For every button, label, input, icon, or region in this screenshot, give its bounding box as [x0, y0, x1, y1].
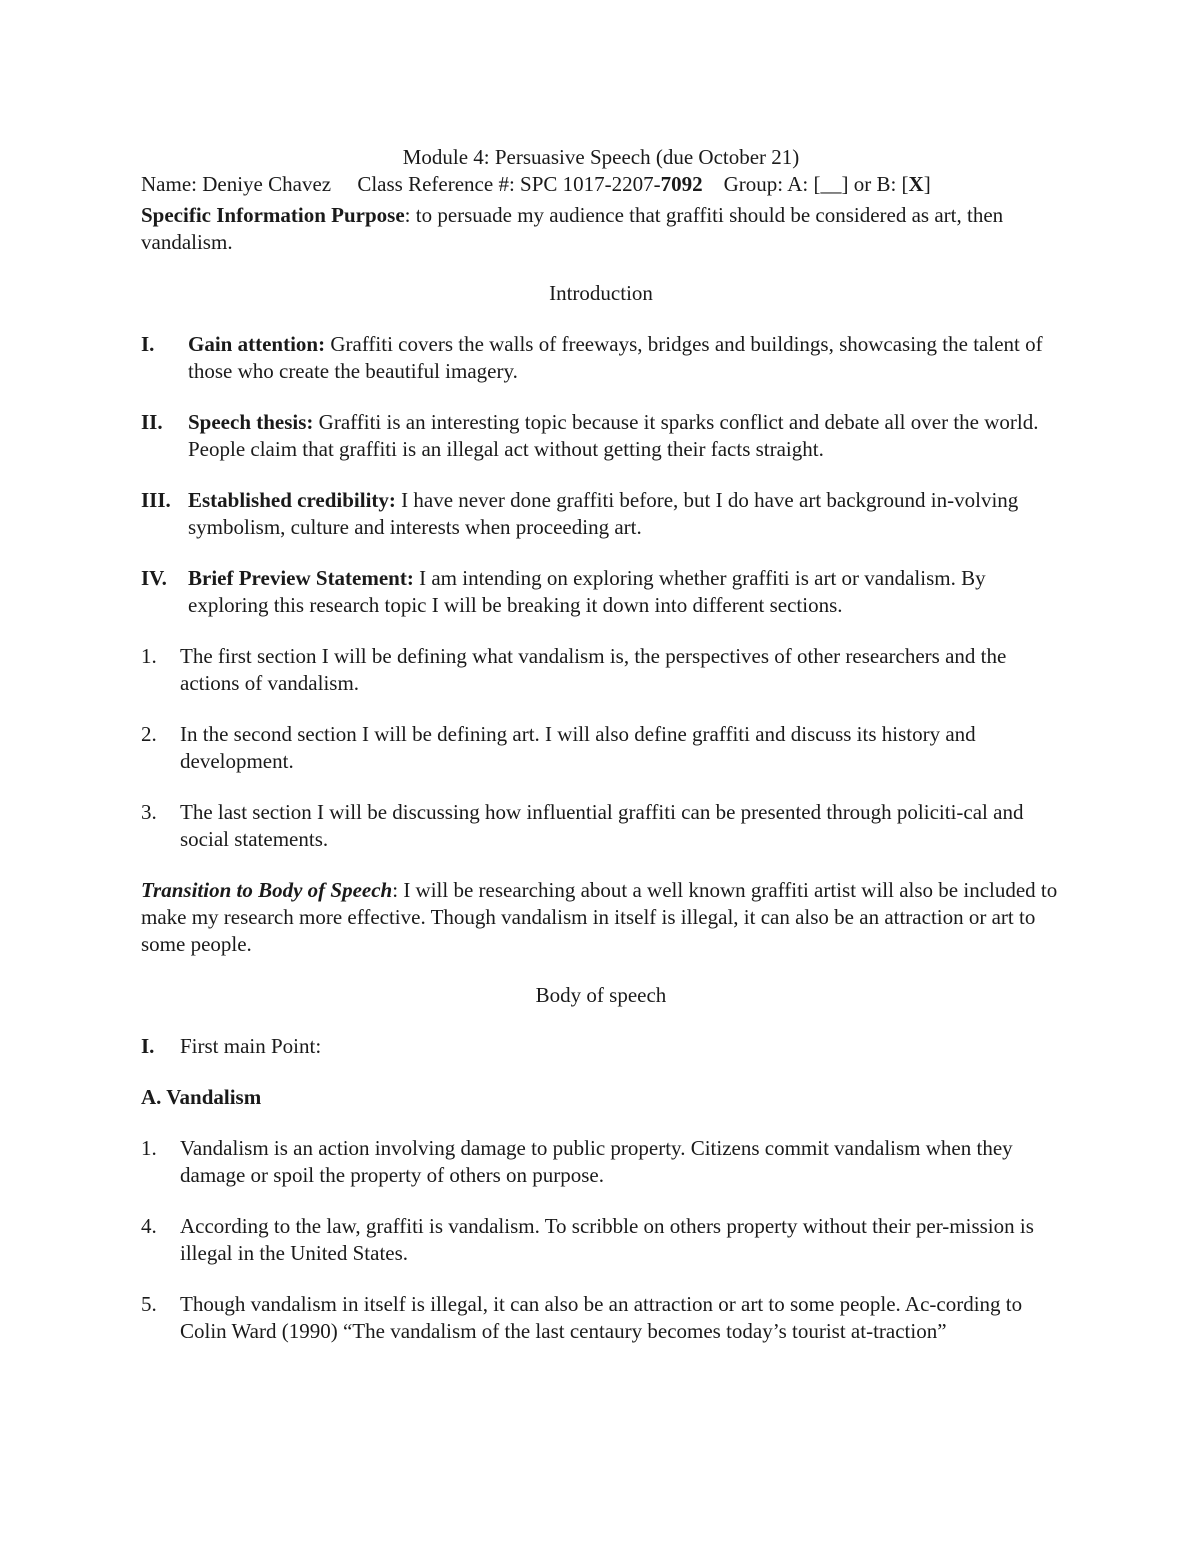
- main-point-number: I.: [141, 1034, 155, 1058]
- intro-item-number: III.: [141, 488, 171, 512]
- introduction-list: [141, 331, 1061, 619]
- list-item-number: 4.: [141, 1214, 157, 1238]
- main-point-text: First main Point:: [180, 1034, 322, 1058]
- list-item: [141, 799, 1061, 853]
- intro-item-credibility: [141, 487, 1061, 541]
- list-item-text: Though vandalism in itself is illegal, it can also be an attraction or art to some people. Ac-cording to Colin Ward (1990) “The vandalism of the last centaury becomes today’s tourist at-traction”: [180, 1292, 1023, 1343]
- introduction-heading: Introduction: [549, 281, 653, 305]
- vandalism-subheading: A. Vandalism: [141, 1085, 262, 1109]
- purpose-label: Specific Information Purpose: [141, 203, 405, 227]
- list-item-text: The last section I will be discussing how influential graffiti can be presented through policiti-cal and social statements.: [180, 800, 1024, 851]
- body-heading: Body of speech: [535, 983, 667, 1007]
- student-name: Name: Deniye Chavez: [141, 172, 332, 196]
- list-item-number: 5.: [141, 1292, 157, 1316]
- list-item-number: 2.: [141, 722, 157, 746]
- transition-paragraph: [141, 877, 1061, 958]
- transition-text: : I will be researching about a well known graffiti artist will also be included to make my research more effective. Though vandalism in itself is illegal, it can also be an attraction or art to some people.: [141, 878, 1058, 956]
- preview-sections-list: [141, 643, 1061, 853]
- list-item: [141, 1291, 1061, 1345]
- student-info-line: [141, 171, 1061, 198]
- list-item: [141, 1135, 1061, 1189]
- intro-item-preview: [141, 565, 1061, 619]
- intro-item-label: Established credibility:: [188, 488, 396, 512]
- intro-item-gain-attention: [141, 331, 1061, 385]
- class-reference: Class Reference #: SPC 1017-2207-: [357, 172, 661, 196]
- list-item: [141, 721, 1061, 775]
- group-choice: X: [908, 172, 924, 196]
- list-item: [141, 643, 1061, 697]
- intro-item-text: Graffiti is an interesting topic because it sparks conflict and debate all over the world. People claim that graffiti is an illegal act without getting their facts straight.: [188, 410, 1039, 461]
- list-item-number: 3.: [141, 800, 157, 824]
- intro-item-number: I.: [141, 332, 155, 356]
- transition-label: Transition to Body of Speech: [141, 878, 393, 902]
- class-reference-number: 7092: [660, 172, 703, 196]
- document-title: Module 4: Persuasive Speech (due October 21): [402, 145, 800, 169]
- list-item-text: According to the law, graffiti is vandalism. To scribble on others property without their per-mission is illegal in the United States.: [180, 1214, 1034, 1265]
- first-main-point: [141, 1033, 1061, 1060]
- intro-item-label: Gain attention:: [188, 332, 326, 356]
- list-item-text: The first section I will be defining what vandalism is, the perspectives of other researchers and the actions of vandalism.: [180, 644, 1007, 695]
- intro-item-text: I have never done graffiti before, but I do have art background in-volving symbolism, culture and interests when proceeding art.: [188, 488, 1019, 539]
- group-close: ]: [923, 172, 931, 196]
- intro-item-text: I am intending on exploring whether graffiti is art or vandalism. By exploring this research topic I will be breaking it down into different sections.: [188, 566, 986, 617]
- document-content: [141, 144, 1061, 1369]
- intro-item-text: Graffiti covers the walls of freeways, bridges and buildings, showcasing the talent of those who create the beautiful imagery.: [188, 332, 1043, 383]
- intro-item-label: Speech thesis:: [188, 410, 314, 434]
- intro-item-speech-thesis: [141, 409, 1061, 463]
- list-item-number: 1.: [141, 1136, 157, 1160]
- intro-item-number: IV.: [141, 566, 167, 590]
- list-item-number: 1.: [141, 644, 157, 668]
- intro-item-number: II.: [141, 410, 163, 434]
- list-item-text: In the second section I will be defining art. I will also define graffiti and discuss its history and development.: [180, 722, 976, 773]
- purpose-statement: [141, 202, 1061, 256]
- group-label: Group: A: [__] or B: [: [723, 172, 909, 196]
- list-item-text: Vandalism is an action involving damage to public property. Citizens commit vandalism when they damage or spoil the property of others on purpose.: [180, 1136, 1013, 1187]
- intro-item-label: Brief Preview Statement:: [188, 566, 414, 590]
- purpose-text: : to persuade my audience that graffiti should be considered as art, then vandalism.: [141, 203, 1004, 254]
- list-item: [141, 1213, 1061, 1267]
- vandalism-points-list: [141, 1135, 1061, 1345]
